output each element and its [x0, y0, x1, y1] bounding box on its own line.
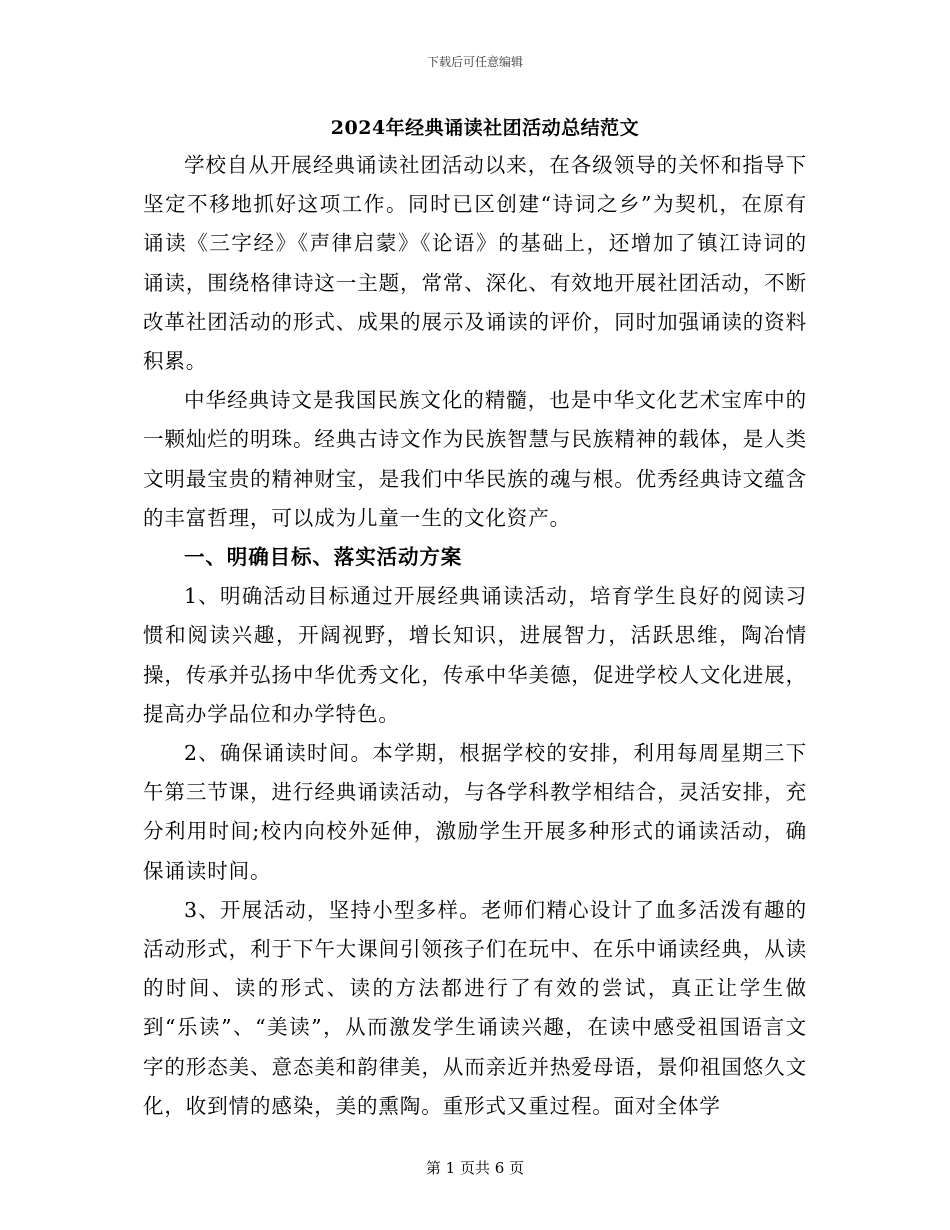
paragraph-intro: 学校自从开展经典诵读社团活动以来，在各级领导的关怀和指导下坚定不移地抓好这项工作。同时已区创建“诗词之乡”为契机，在原有诵读《三字经》《声律启蒙》《论语》的基础上，还增加了镇江诗词的诵读，围绕格律诗这一主题，常常、深化、有效地开展社团活动，不断改革社团活动的形式、成果的展示及诵读的评价，同时加强诵读的资料积累。 — [143, 153, 807, 374]
paragraph-item-3: 3、开展活动，坚持小型多样。老师们精心设计了血多活泼有趣的活动形式，利于下午大课间引领孩子们在玩中、在乐中诵读经典，从读的时间、读的形式、读的方法都进行了有效的尝试，真正让学生做到“乐读”、“美读”，从而激发学生诵读兴趣，在读中感受祖国语言文字的形态美、意态美和韵律美，从而亲近并热爱母语，景仰祖国悠久文化，收到情的感染，美的熏陶。重形式又重过程。面对全体学 — [143, 897, 807, 1118]
document-body — [143, 110, 807, 1126]
page-footer: 第 1 页共 6 页 — [425, 1159, 525, 1177]
page-header: 下载后可任意编辑 — [426, 55, 523, 69]
paragraph-item-1: 1、明确活动目标通过开展经典诵读活动，培育学生良好的阅读习惯和阅读兴趣，开阔视野，增长知识，进展智力，活跃思维，陶冶情操，传承并弘扬中华优秀文化，传承中华美德，促进学校人文化进展，提高办学品位和办学特色。 — [143, 584, 807, 726]
section-heading: 一、明确目标、落实活动方案 — [184, 545, 463, 570]
paragraph-classics: 中华经典诗文是我国民族文化的精髓，也是中华文化艺术宝库中的一颗灿烂的明珠。经典古诗文作为民族智慧与民族精神的载体，是人类文明最宝贵的精神财宝，是我们中华民族的魂与根。优秀经典诗文蕴含的丰富哲理，可以成为儿童一生的文化资产。 — [143, 388, 807, 530]
document-title: 2024年经典诵读社团活动总结范文 — [330, 117, 640, 139]
paragraph-item-2: 2、确保诵读时间。本学期，根据学校的安排，利用每周星期三下午第三节课，进行经典诵读活动，与各学科教学相结合，灵活安排，充分利用时间;校内向校外延伸，激励学生开展多种形式的诵读活动，确保诵读时间。 — [143, 741, 807, 883]
